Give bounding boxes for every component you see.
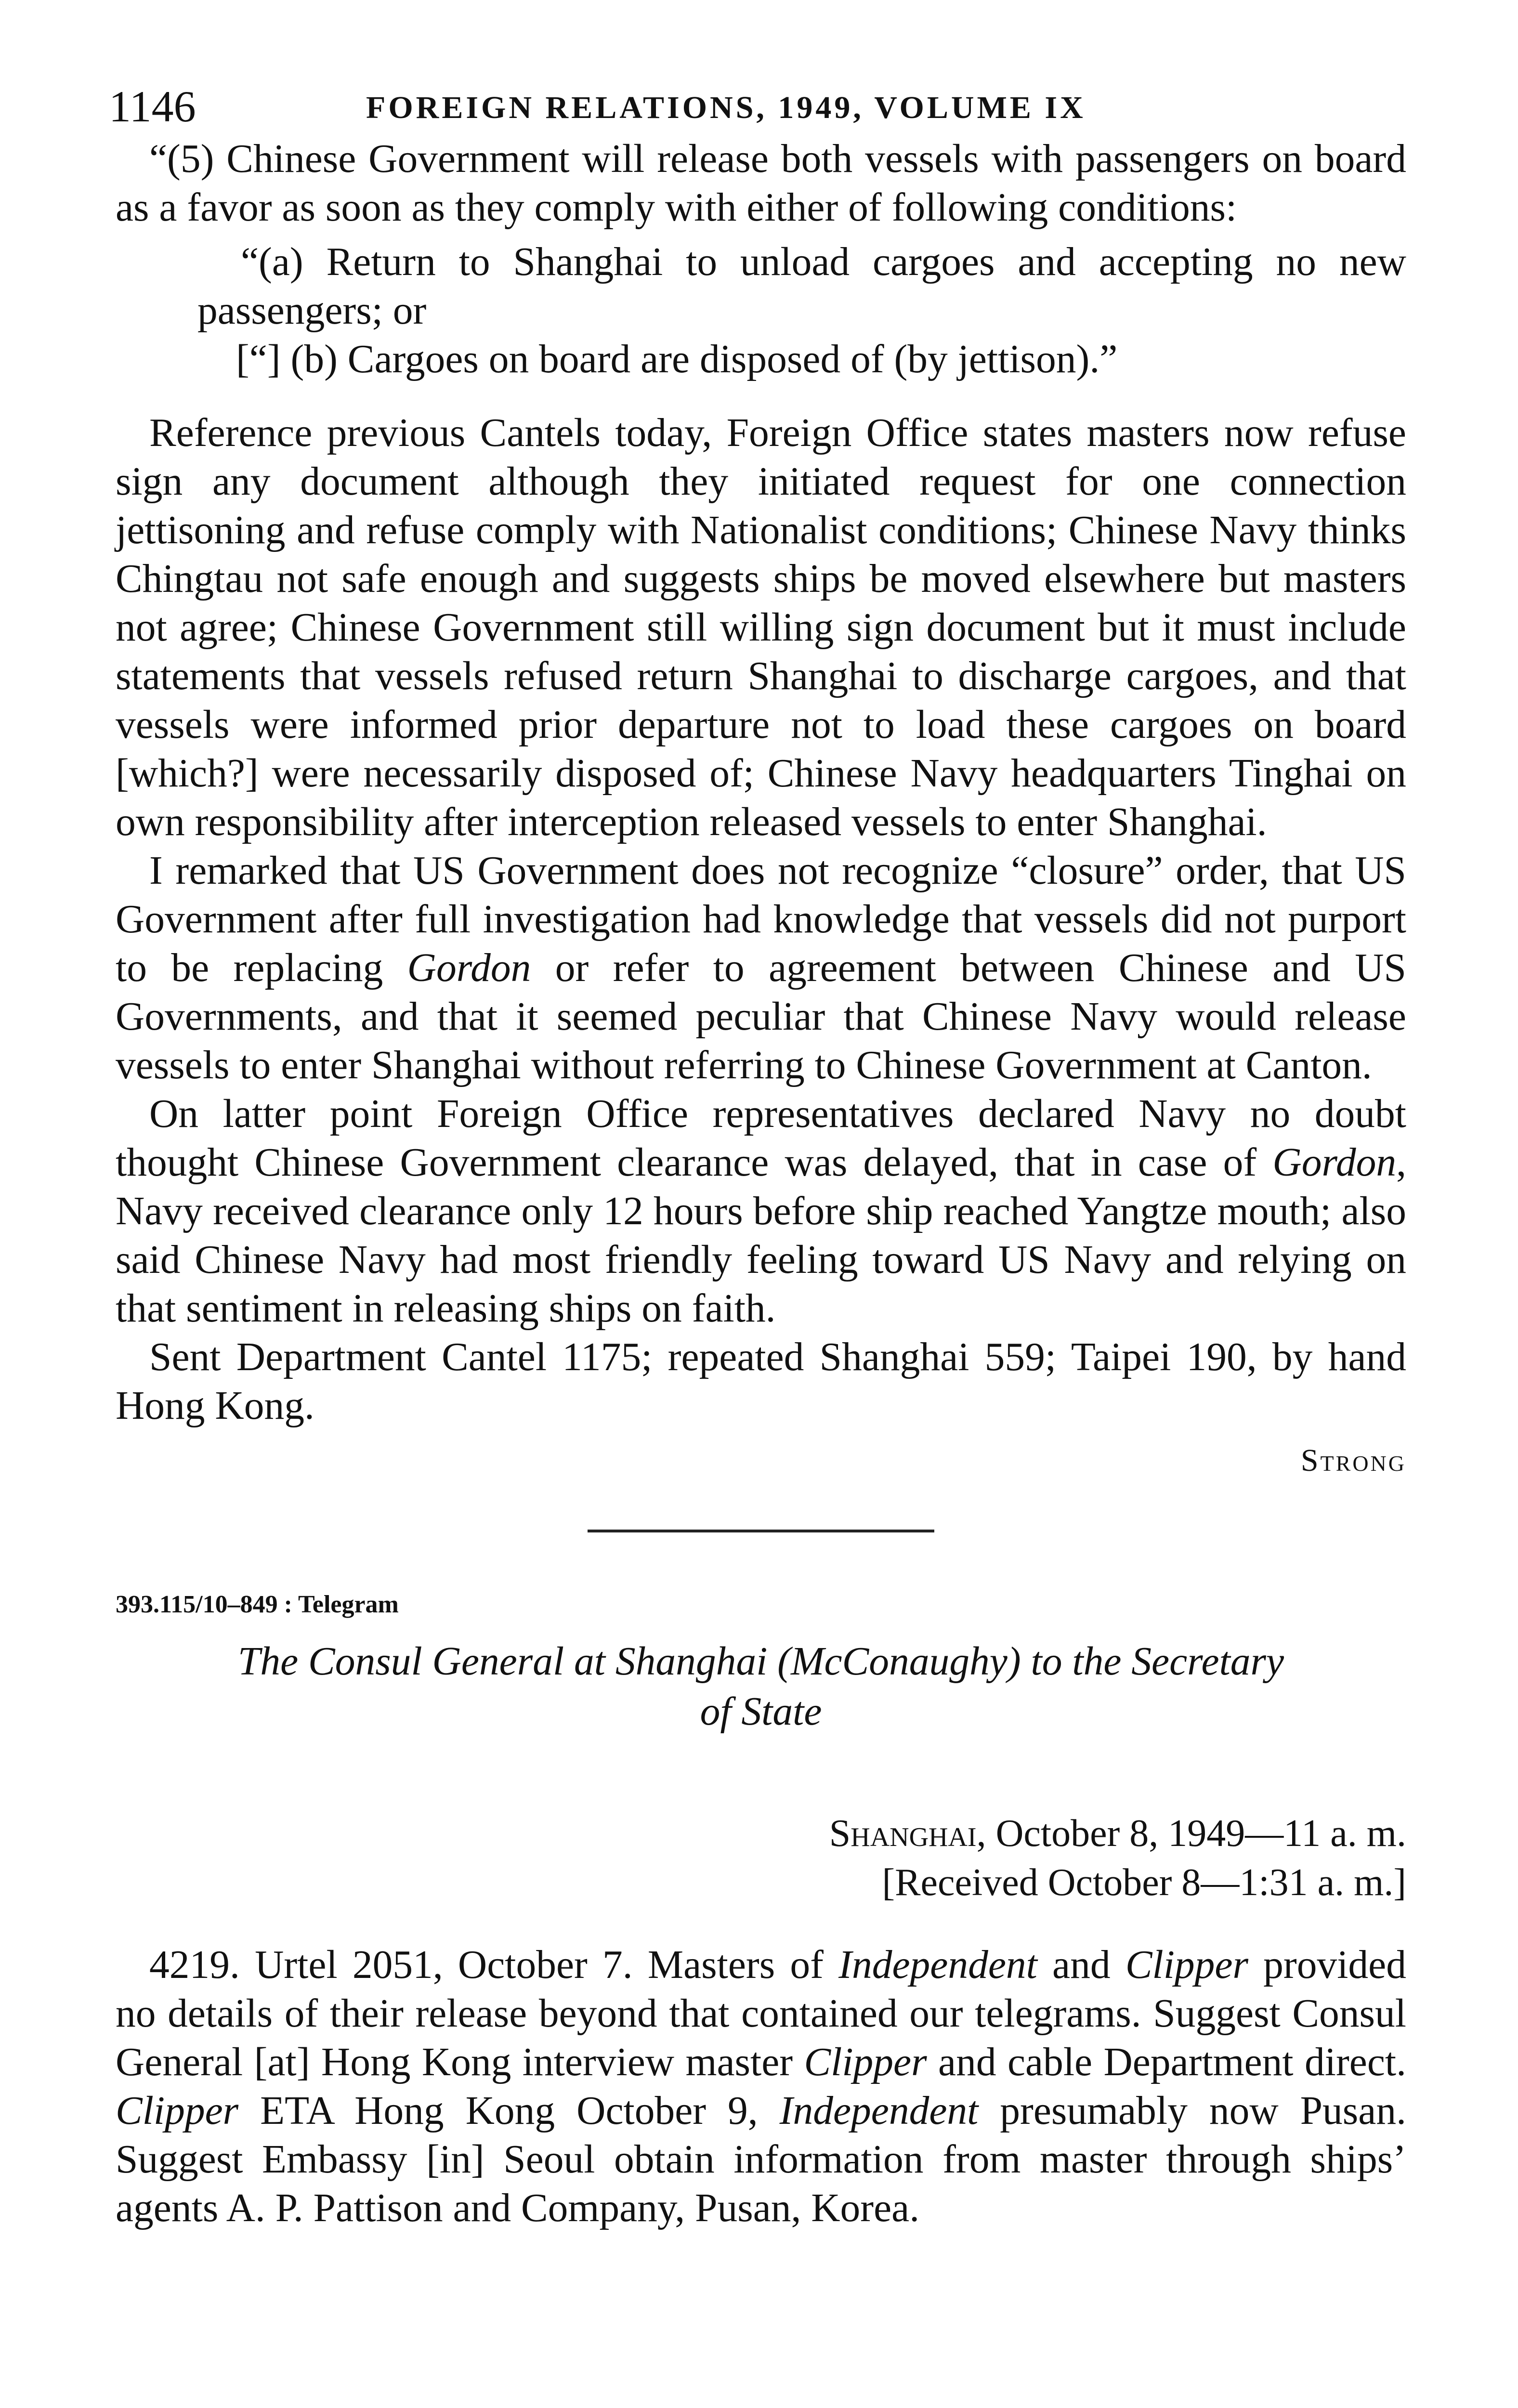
ship-name-independent: Independent bbox=[838, 1943, 1037, 1987]
telegram-text-1: 4219. Urtel 2051, October 7. Masters of bbox=[149, 1943, 839, 1987]
file-reference: 393.115/10–849 : Telegram bbox=[116, 1591, 399, 1618]
paragraph-remarks-text-1: I remarked that US Government does not recognize “closure” order, that US Government after full investigation had knowledge that vessels did not purport to be replacing bbox=[116, 849, 1406, 990]
document-title-line-2: of State bbox=[700, 1689, 822, 1734]
telegram-text-2: and bbox=[1037, 1943, 1125, 1987]
telegram-text-4: and cable Department direct. bbox=[927, 2040, 1406, 2084]
document-title bbox=[116, 1636, 1406, 1737]
dateline-place-date bbox=[116, 1809, 1406, 1858]
document-title-line-1: The Consul General at Shanghai (McConaughy) to the Secretary bbox=[237, 1639, 1284, 1684]
paragraph-remarks-text-2: or refer to agreement between Chinese and US Governments, and that it seemed peculiar that Chinese Navy would release vessels to enter Shanghai without referring to Chinese Government at Canton. bbox=[116, 946, 1406, 1087]
quote-item-a: “(a) Return to Shanghai to unload cargoes and accepting no new passengers; or bbox=[197, 240, 1406, 333]
ship-name-gordon: Gordon bbox=[407, 946, 531, 990]
ship-name-clipper: Clipper bbox=[116, 2089, 239, 2133]
telegram-text-5: ETA Hong Kong October 9, bbox=[238, 2089, 780, 2133]
ship-name-clipper: Clipper bbox=[804, 2040, 927, 2084]
page bbox=[109, 72, 1406, 2233]
telegram-body bbox=[116, 1941, 1406, 2233]
paragraph-latter-text-2: , Navy received clearance only 12 hours before ship reached Yangtze mouth; also said Chinese Navy had most friendly feeling toward US Navy and relying on that sentiment in releasing ships on faith. bbox=[116, 1140, 1406, 1331]
section-divider bbox=[588, 1530, 934, 1532]
signature: Strong bbox=[1300, 1443, 1406, 1478]
paragraph-remarks bbox=[116, 847, 1406, 1090]
running-title: FOREIGN RELATIONS, 1949, VOLUME IX bbox=[366, 90, 1086, 125]
dateline-date: , October 8, 1949—11 a. m. bbox=[976, 1812, 1406, 1855]
paragraph-sent: Sent Department Cantel 1175; repeated Shanghai 559; Taipei 190, by hand Hong Kong. bbox=[116, 1335, 1406, 1428]
quote-lead: “(5) Chinese Government will release both vessels with passengers on board as a favor as soon as they comply with either of following conditions: bbox=[116, 137, 1406, 230]
dateline-place: Shanghai bbox=[829, 1812, 977, 1855]
running-head bbox=[109, 72, 1406, 135]
ship-name-gordon: Gordon bbox=[1272, 1140, 1397, 1185]
page-number: 1146 bbox=[109, 82, 196, 131]
paragraph-latter-point bbox=[116, 1090, 1406, 1333]
paragraph-reference: Reference previous Cantels today, Foreign Office states masters now refuse sign any document although they initiated request for one connection jettisoning and refuse comply with Nationalist conditions; Chinese Navy thinks Chingtau not safe enough and suggests ships be moved elsewhere but masters not agree; Chinese Government still willing sign document but it must include statements that vessels refused return Shanghai to discharge cargoes, and that vessels were informed prior departure not to load these cargoes on board [which?] were necessarily disposed of; Chinese Navy headquarters Tinghai on own responsibility after interception released vessels to enter Shanghai. bbox=[116, 411, 1406, 844]
quote-item-b: [“] (b) Cargoes on board are disposed of (by jettison).” bbox=[236, 337, 1118, 381]
telegram-text-3: provided no details of their release beyond that contained our telegrams. Suggest Consul General [at] Hong Kong interview master bbox=[116, 1943, 1406, 2084]
ship-name-independent: Independent bbox=[779, 2089, 979, 2133]
dateline bbox=[116, 1809, 1406, 1907]
received-note: [Received October 8—1:31 a. m.] bbox=[882, 1861, 1406, 1904]
telegram-text-6: presumably now Pusan. Suggest Embassy [in] Seoul obtain information from master through ships’ agents A. P. Pattison and Company, Pusan, Korea. bbox=[116, 2089, 1406, 2230]
paragraph-latter-text-1: On latter point Foreign Office representatives declared Navy no doubt thought Chinese Government clearance was delayed, that in case of bbox=[116, 1092, 1406, 1185]
ship-name-clipper: Clipper bbox=[1125, 1943, 1248, 1987]
